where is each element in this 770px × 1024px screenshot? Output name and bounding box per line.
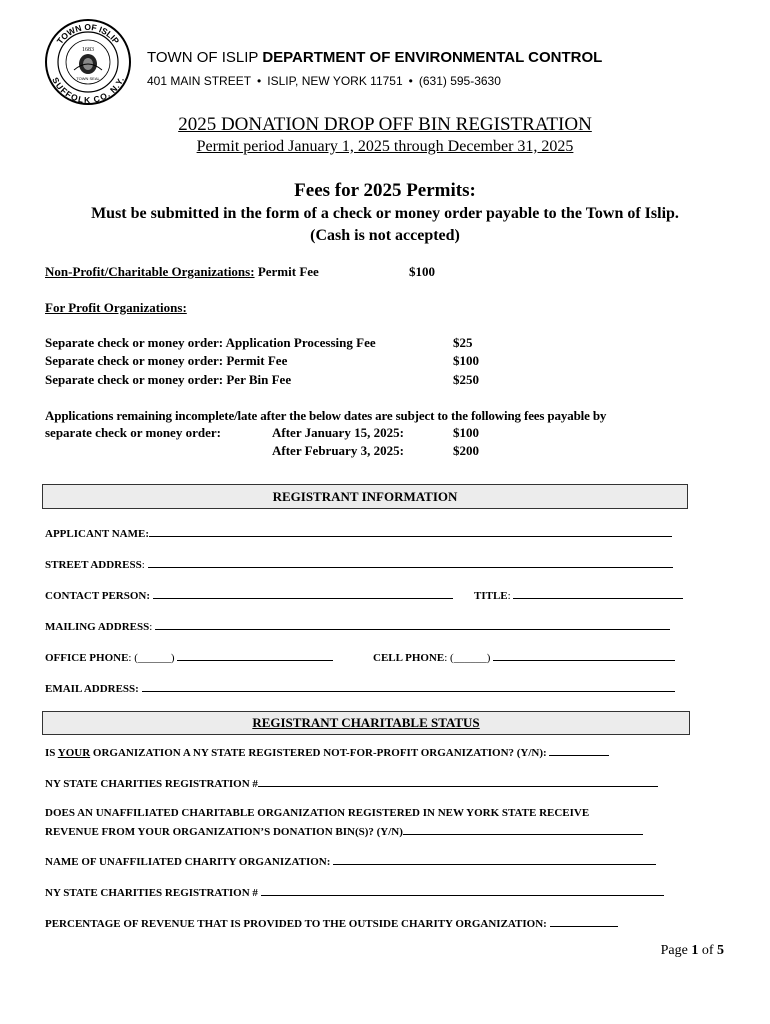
page-title: 2025 DONATION DROP OFF BIN REGISTRATION [178, 114, 592, 135]
fees-heading: Fees for 2025 Permits: [294, 180, 476, 201]
late-fee-1: $100 [453, 425, 479, 440]
contact-person-field[interactable]: CONTACT PERSON: [45, 587, 453, 602]
seal-inner-text: TOWN SEAL [76, 76, 100, 81]
cell-phone-field[interactable]: CELL PHONE: (______) [373, 649, 675, 664]
permit-period: Permit period January 1, 2025 through December 31, 2025 [196, 138, 574, 155]
unaffiliated-charity-answer[interactable]: REVENUE FROM YOUR ORGANIZATION’S DONATION BIN(S)? (Y/N) [45, 823, 643, 838]
nonprofit-fee-row: Non-Profit/Charitable Organizations: Permit Fee [45, 264, 319, 279]
registrant-info-heading: REGISTRANT INFORMATION [42, 484, 688, 509]
forprofit-fee-row: Separate check or money order: Permit Fee [45, 353, 288, 368]
seal-top-text: TOWN OF ISLIP [54, 21, 122, 46]
late-fee-notice: Applications remaining incomplete/late after the below dates are subject to the following fees payable by [45, 408, 607, 423]
unaffiliated-charity-question: DOES AN UNAFFILIATED CHARITABLE ORGANIZATION REGISTERED IN NEW YORK STATE RECEIVE [45, 807, 590, 819]
department-address: 401 MAIN STREET • ISLIP, NEW YORK 11751 • (631) 595-3630 [147, 74, 501, 88]
charities-registration-field-2[interactable]: NY STATE CHARITIES REGISTRATION # [45, 884, 664, 899]
department-heading: TOWN OF ISLIP DEPARTMENT OF ENVIRONMENTAL CONTROL [147, 49, 603, 66]
forprofit-label: For Profit Organizations: [45, 300, 187, 315]
title-field[interactable]: TITLE: [474, 587, 683, 602]
forprofit-fee-row: Separate check or money order: Per Bin Fee [45, 372, 292, 387]
nfp-registered-question[interactable]: IS YOUR ORGANIZATION A NY STATE REGISTERED NOT-FOR-PROFIT ORGANIZATION? (Y/N): [45, 744, 609, 759]
fees-payment-note: Must be submitted in the form of a check or money order payable to the Town of Islip. [91, 205, 679, 222]
svg-text:TOWN OF ISLIP [55, 22, 122, 46]
forprofit-fee-amount: $250 [453, 372, 479, 387]
forprofit-fee-amount: $25 [453, 335, 473, 350]
street-address-field[interactable]: STREET ADDRESS: [45, 556, 673, 571]
revenue-percentage-field[interactable]: PERCENTAGE OF REVENUE THAT IS PROVIDED TO THE OUTSIDE CHARITY ORGANIZATION: [45, 915, 618, 930]
seal-year: 1683 [82, 47, 94, 53]
late-date-1: After January 15, 2025: [272, 425, 404, 440]
mailing-address-field[interactable]: MAILING ADDRESS: [45, 618, 670, 633]
forprofit-fee-row: Separate check or money order: Application Processing Fee [45, 335, 376, 350]
unaffiliated-charity-name-field[interactable]: NAME OF UNAFFILIATED CHARITY ORGANIZATION: [45, 853, 656, 868]
forprofit-fee-amount: $100 [453, 353, 479, 368]
seal-bottom-text: SUFFOLK CO. N.Y. [50, 75, 126, 106]
charities-registration-field[interactable]: NY STATE CHARITIES REGISTRATION # [45, 775, 658, 790]
late-fee-notice-cont: separate check or money order: [45, 425, 221, 440]
applicant-name-field[interactable]: APPLICANT NAME: [45, 525, 672, 540]
nonprofit-fee-amount: $100 [409, 264, 435, 279]
charitable-status-heading: REGISTRANT CHARITABLE STATUS [42, 711, 690, 735]
town-seal-logo [44, 18, 132, 106]
late-fee-2: $200 [453, 443, 479, 458]
page-number: Page 1 of 5 [660, 943, 724, 958]
office-phone-field[interactable]: OFFICE PHONE: (______) [45, 649, 333, 664]
fees-cash-note: (Cash is not accepted) [310, 227, 460, 244]
late-date-2: After February 3, 2025: [272, 443, 404, 458]
email-address-field[interactable]: EMAIL ADDRESS: [45, 680, 675, 695]
